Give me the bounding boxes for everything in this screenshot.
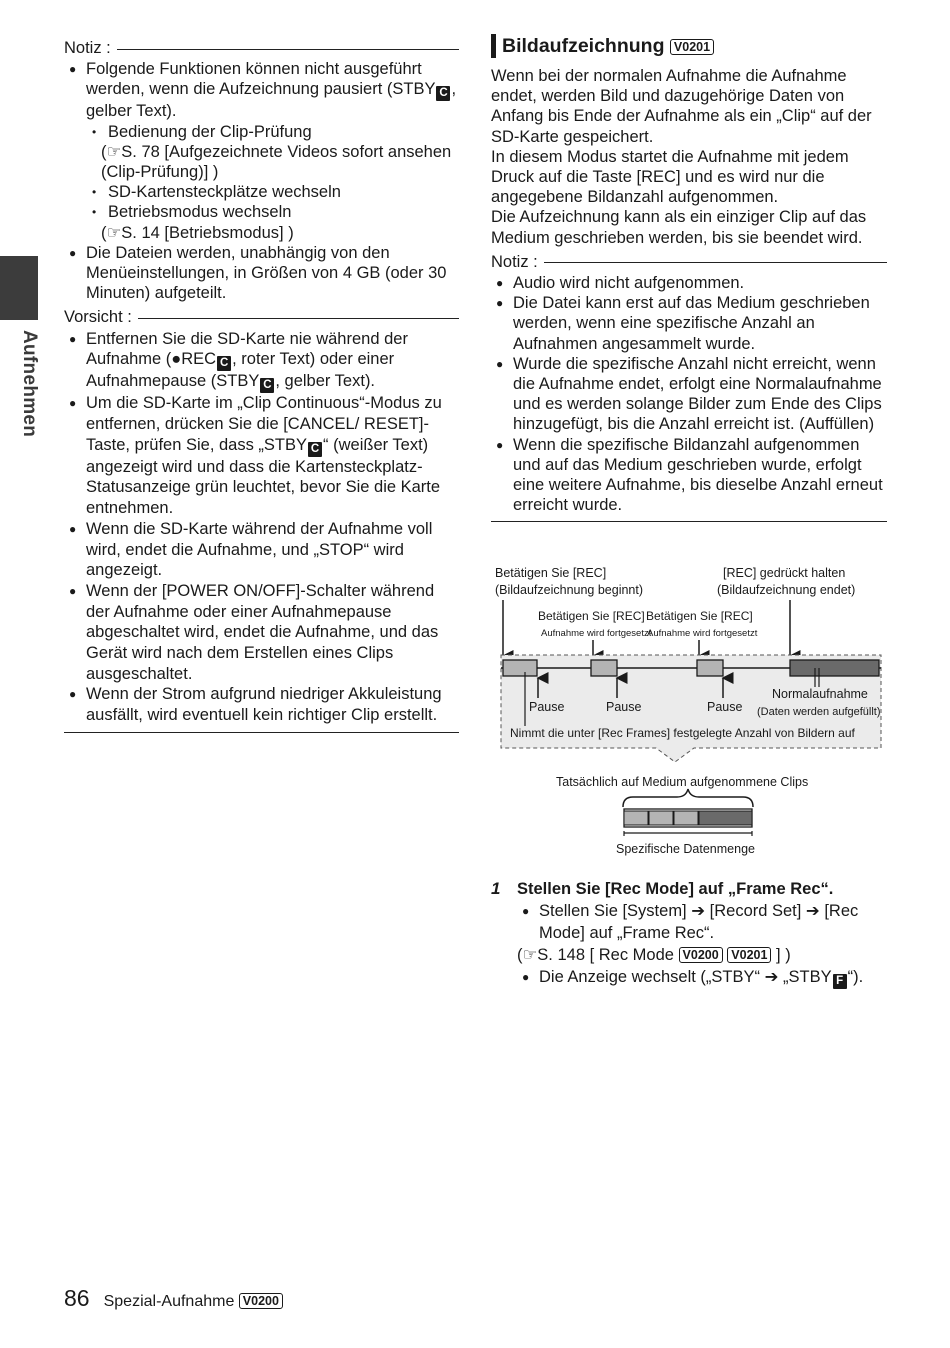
page-number: 86 bbox=[64, 1285, 90, 1311]
normal-recording-sub: (Daten werden aufgefüllt) bbox=[757, 706, 881, 718]
c-mode-icon: C bbox=[217, 356, 231, 371]
list-item: ● Wenn der [POWER ON/OFF]-Schalter während der Aufnahme oder einer Aufnahmepause abgeschaltet wird, endet die Aufnahme, und das Gerät wird nach dem Erstellen eines Clips ausgeschaltet. bbox=[64, 581, 459, 685]
list-item: ● Audio wird nicht aufgenommen. bbox=[491, 273, 887, 293]
left-column bbox=[64, 38, 459, 733]
model-badge: V0200 bbox=[239, 1293, 283, 1309]
page-footer bbox=[64, 1285, 283, 1312]
model-badge: V0200 bbox=[679, 947, 723, 963]
list-item: ● Die Dateien werden, unabhängig von den Menüeinstellungen, in Größen von 4 GB (oder 30 Minuten) aufgeteilt. bbox=[64, 243, 459, 304]
c-mode-icon: C bbox=[308, 442, 322, 457]
label-mid-b: Betätigen Sie [REC] bbox=[646, 609, 753, 623]
spec-data-label: Spezifische Datenmenge bbox=[616, 842, 755, 856]
notiz-heading: Notiz : bbox=[64, 38, 459, 58]
notiz-list bbox=[64, 59, 459, 303]
step-list bbox=[517, 966, 891, 989]
list-item: ● Wenn die spezifische Bildanzahl aufgenommen und auf das Medium geschrieben wurde, erfolgt eine weitere Aufnahme, bis dieselbe Anzahl erneut erreicht wurde. bbox=[491, 435, 887, 516]
recorded-segment bbox=[697, 660, 723, 676]
step-title: Stellen Sie [Rec Mode] auf „Frame Rec“. bbox=[517, 880, 834, 898]
label-mid-a-sub: Aufnahme wird fortgesetzt bbox=[541, 628, 652, 639]
intro-text: Wenn bei der normalen Aufnahme die Aufnahme endet, werden Bild und dazugehörige Daten von Anfang bis Ende der Aufnahme als ein „Clip“ auf der SD-Karte gespeichert. In diesem Modus startet die Aufnahme mit jedem Druck auf die Taste [REC] und es wird nur die angegebene Bildanzahl aufgenommen. Die Aufzeichnung kann als ein einziger Clip auf das Medium geschrieben werden, bis sie beendet wird. bbox=[491, 67, 872, 247]
notiz-list bbox=[491, 273, 887, 515]
label-mid-a: Betätigen Sie [REC] bbox=[538, 609, 645, 623]
step-number: 1 bbox=[491, 879, 501, 898]
label-mid-b-sub: Aufnahme wird fortgesetzt bbox=[647, 628, 758, 639]
pause-label: Pause bbox=[707, 700, 743, 714]
list-item: • SD-Kartensteckplätze wechseln bbox=[86, 182, 459, 202]
pause-label: Pause bbox=[606, 700, 642, 714]
list-item: • Bedienung der Clip-Prüfung (☞S. 78 [Aufgezeichnete Videos sofort ansehen (Clip-Prüfung)] ) bbox=[86, 122, 459, 183]
notiz-heading: Notiz : bbox=[491, 252, 887, 272]
sub-list bbox=[86, 122, 459, 243]
clip-block bbox=[649, 811, 673, 825]
list-item: ● Wenn der Strom aufgrund niedriger Akkuleistung ausfällt, wird eventuell kein richtiger Clip erstellt. bbox=[64, 684, 459, 725]
list-item: • Betriebsmodus wechseln (☞S. 14 [Betriebsmodus] ) bbox=[86, 202, 459, 242]
right-column bbox=[491, 34, 887, 522]
brace bbox=[623, 789, 753, 807]
vorsicht-list bbox=[64, 329, 459, 726]
step-1 bbox=[491, 878, 891, 989]
page-reference: (☞S. 78 [Aufgezeichnete Videos sofort ansehen (Clip-Prüfung)] ) bbox=[101, 142, 452, 182]
pause-label: Pause bbox=[529, 700, 565, 714]
normal-recording-label: Normalaufnahme bbox=[772, 687, 868, 701]
model-badge: V0201 bbox=[727, 947, 771, 963]
step-section bbox=[491, 878, 891, 989]
footer-text: Spezial-Aufnahme V0200 bbox=[104, 1292, 283, 1312]
frame-rec-diagram bbox=[491, 560, 887, 860]
list-item: ● Um die SD-Karte im „Clip Continuous“-Modus zu entfernen, drücken Sie die [CANCEL/ RESET]-Taste, prüfen Sie, dass „STBY C “ (weißer Text) angezeigt wird und dass die Kartensteckplatz-Statusanzeige grün leuchtet, bevor Sie die Karte entnehmen. bbox=[64, 393, 459, 519]
clip-block-filled bbox=[699, 811, 752, 825]
list-item: ● Wenn die SD-Karte während der Aufnahme voll wird, endet die Aufnahme, und „STOP“ wird angezeigt. bbox=[64, 519, 459, 581]
label-start-1: Betätigen Sie [REC] bbox=[495, 566, 607, 580]
clip-block bbox=[674, 811, 698, 825]
list-item: ● Die Anzeige wechselt („STBY“ ➔ „STBY F “). bbox=[517, 966, 891, 989]
page-reference: (☞S. 148 [ Rec Mode V0200 V0201 ] ) bbox=[517, 946, 791, 964]
c-mode-icon: C bbox=[260, 378, 274, 393]
section-divider bbox=[491, 521, 887, 522]
vorsicht-heading: Vorsicht : bbox=[64, 307, 459, 327]
list-item: ● Stellen Sie [System] ➔ [Record Set] ➔ [Rec Mode] auf „Frame Rec“. bbox=[517, 900, 891, 944]
step-list bbox=[517, 900, 891, 944]
label-end-1: [REC] gedrückt halten bbox=[723, 566, 846, 580]
recorded-segment bbox=[503, 660, 537, 676]
model-badge: V0201 bbox=[670, 39, 714, 55]
page-reference: (☞S. 14 [Betriebsmodus] ) bbox=[101, 223, 294, 242]
clips-label: Tatsächlich auf Medium aufgenommene Clips bbox=[556, 775, 809, 789]
list-item: ● Folgende Funktionen können nicht ausgeführt werden, wenn die Aufzeichnung pausiert (STBY C , gelber Text). • Bedienung der Clip-Prüfung (☞S. 78 [Aufgezeichnete Videos sofort ansehen (Clip-Prüfung)] ) • SD-Kartensteckplätze wechseln • Betriebsmodus wechseln (☞S. 14 [Betriebsmodus] ) bbox=[64, 59, 459, 243]
frames-note: Nimmt die unter [Rec Frames] festgelegte Anzahl von Bildern auf bbox=[510, 726, 855, 740]
label-end-2: (Bildaufzeichnung endet) bbox=[717, 583, 856, 597]
side-tab-label: Aufnehmen bbox=[19, 330, 40, 438]
list-item: ● Entfernen Sie die SD-Karte nie während der Aufnahme (●REC C , roter Text) oder einer Aufnahmepause (STBY C , gelber Text). bbox=[64, 329, 459, 394]
label-start-2: (Bildaufzeichnung beginnt) bbox=[495, 583, 644, 597]
f-mode-icon: F bbox=[833, 974, 847, 989]
list-item: ● Die Datei kann erst auf das Medium geschrieben werden, wenn eine spezifische Anzahl an Aufnahmen angesammelt wurde. bbox=[491, 293, 887, 354]
normal-recording-segment bbox=[790, 660, 879, 676]
section-title: Bildaufzeichnung V0201 bbox=[491, 34, 887, 58]
recorded-segment bbox=[591, 660, 617, 676]
side-tab-marker bbox=[0, 256, 38, 320]
section-divider bbox=[64, 732, 459, 733]
clip-block bbox=[624, 811, 648, 825]
list-item: ● Wurde die spezifische Anzahl nicht erreicht, wenn die Aufnahme endet, erfolgt eine Normalaufnahme und es werden solange Bilder zum Ende des Clips hinzugefügt, bis die Anzahl erreicht ist. (Auffüllen) bbox=[491, 354, 887, 435]
c-mode-icon: C bbox=[436, 86, 450, 101]
